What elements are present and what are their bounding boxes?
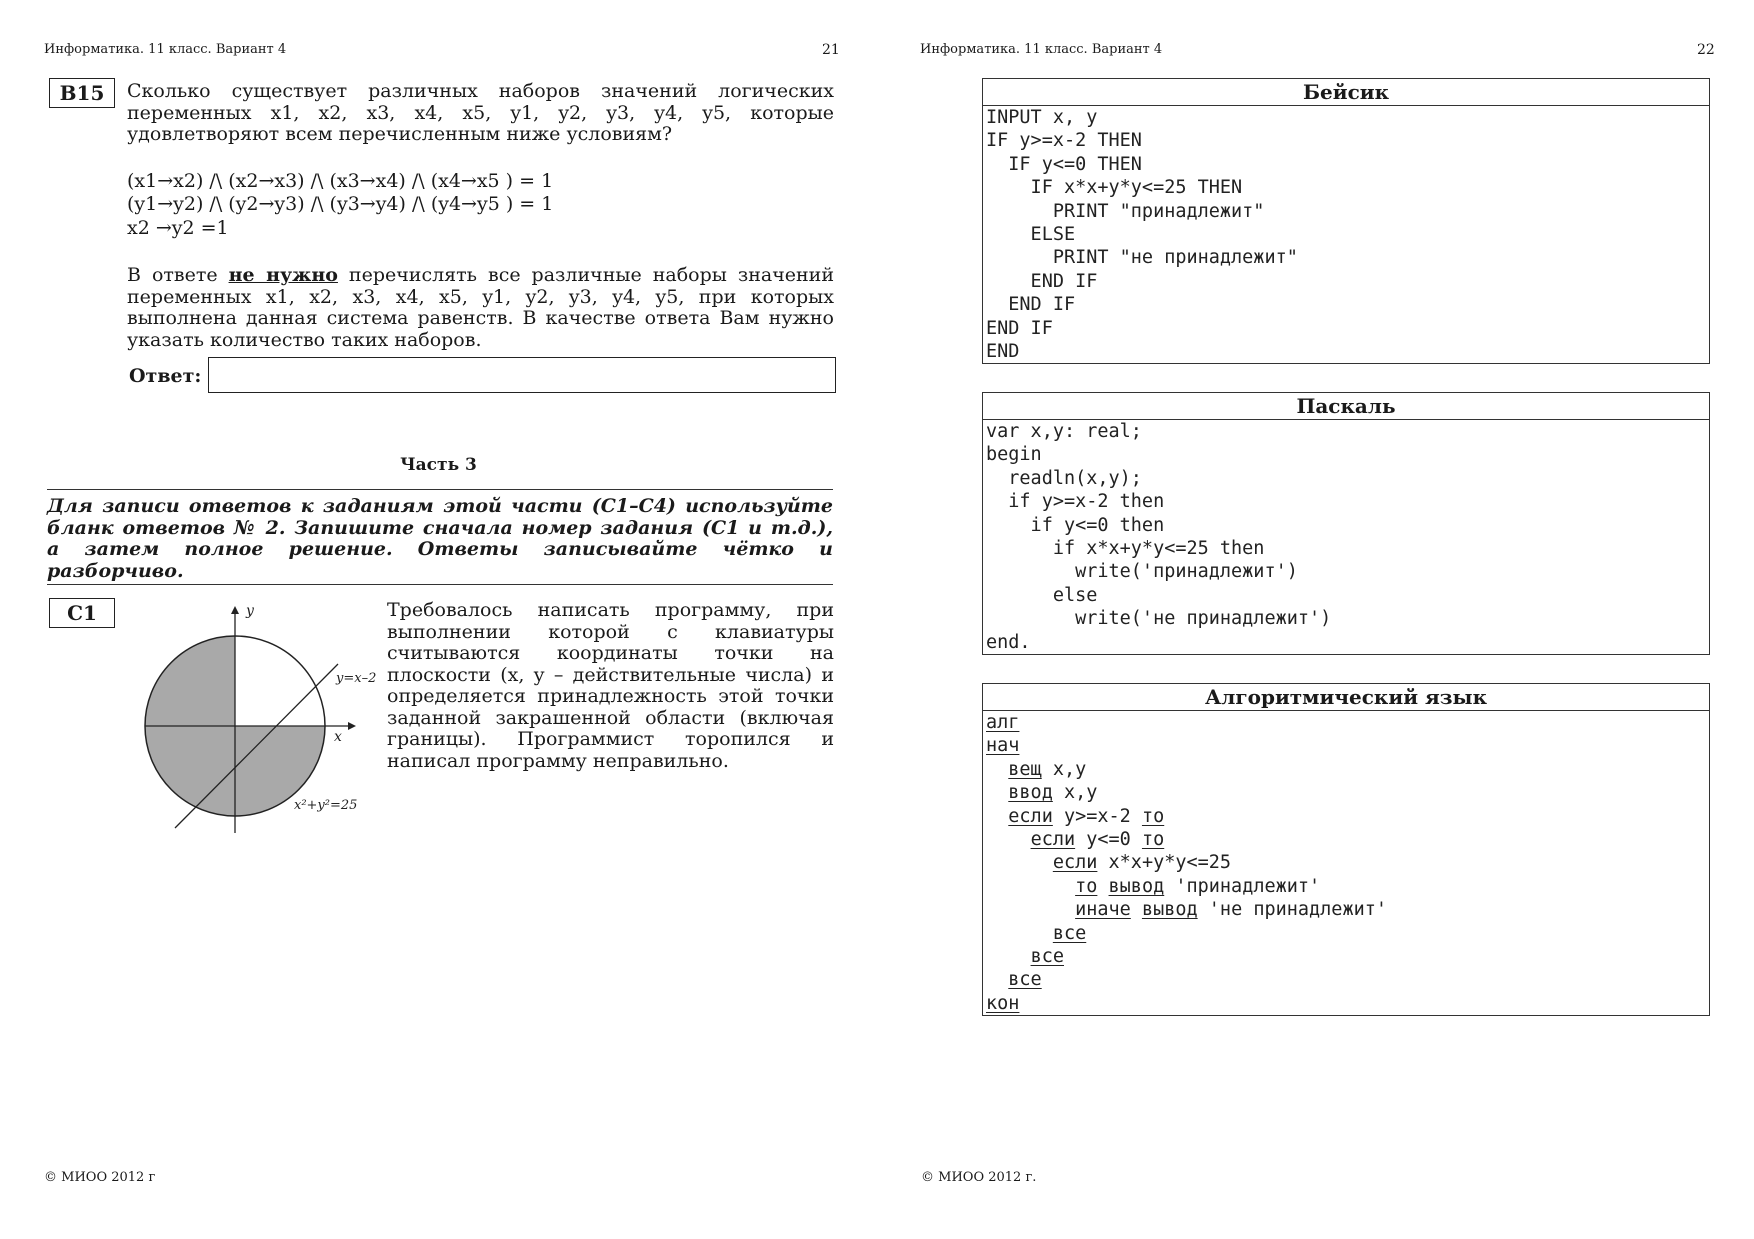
keyword: нач [986, 735, 1020, 757]
code-line [986, 945, 1709, 968]
instruction-line: разборчиво. [47, 559, 184, 582]
code-line: end. [986, 631, 1031, 653]
c1-text-line: считываются координаты точки на [387, 642, 834, 664]
code-line: else [986, 584, 1098, 606]
b15-question-line: переменных x1, x2, x3, x4, x5, y1, y2, y3, y4, y5, которые [127, 101, 834, 124]
page-number: 22 [1697, 42, 1715, 58]
part-title: Часть 3 [400, 455, 477, 475]
keyword: все [1030, 946, 1064, 968]
code-text: x*x+y*y<=25 [1097, 852, 1232, 874]
code-line: PRINT "принадлежит" [986, 200, 1265, 222]
divider [47, 489, 833, 490]
code-line [986, 922, 1709, 945]
code-line [986, 968, 1709, 991]
code-line [986, 734, 1709, 757]
page-footer: © МИОО 2012 г [44, 1170, 156, 1185]
x-axis-arrow [348, 722, 356, 730]
b15-equation-2: (y1→y2) /\ (y2→y3) /\ (y3→y4) /\ (y4→y5 ) = 1 [127, 193, 554, 215]
code-text [1131, 899, 1142, 920]
task-label-b15: B15 [49, 78, 115, 108]
b15-question [127, 81, 834, 146]
code-line: END IF [986, 270, 1098, 292]
basic-code [983, 106, 1709, 363]
code-line: END IF [986, 317, 1053, 339]
algo-code [983, 711, 1709, 1015]
page-footer: © МИОО 2012 г. [921, 1170, 1037, 1185]
b15-note-line: переменных x1, x2, x3, x4, x5, y1, y2, y3, y4, y5, при которых [127, 285, 834, 308]
y-axis-label: y [246, 603, 254, 619]
code-line [986, 992, 1709, 1015]
code-line [986, 781, 1709, 804]
right-page [877, 0, 1754, 1239]
code-line: if y>=x-2 then [986, 491, 1165, 513]
code-line [986, 805, 1709, 828]
code-line: write('принадлежит') [986, 561, 1298, 583]
code-text: x,y [1041, 758, 1087, 780]
keyword: то [1141, 829, 1165, 851]
algo-code-box [982, 683, 1710, 1016]
b15-equation-3: x2 →y2 =1 [127, 217, 229, 239]
code-line: if x*x+y*y<=25 then [986, 538, 1265, 560]
code-line: if y<=0 then [986, 514, 1165, 536]
instruction-line: а затем полное решение. Ответы записывайте чётко и [47, 538, 833, 560]
keyword: если [1030, 829, 1076, 851]
line-label: y=x–2 [336, 671, 377, 686]
c1-text-line: границы). Программист торопился и [387, 728, 834, 750]
c1-text-line: выполнении которой с клавиатуры [387, 620, 834, 643]
b15-note-line: указать количество таких наборов. [127, 328, 482, 351]
c1-text [387, 600, 834, 772]
code-text: 'принадлежит' [1164, 875, 1321, 897]
code-line: readln(x,y); [986, 467, 1142, 489]
x-axis-label: x [334, 729, 342, 745]
pascal-code [983, 420, 1709, 654]
page-number: 21 [822, 42, 840, 58]
code-text: y>=x-2 [1052, 805, 1142, 827]
code-line: ELSE [986, 224, 1076, 246]
keyword: кон [986, 992, 1020, 1014]
keyword: иначе [1075, 899, 1131, 921]
keyword: если [1052, 852, 1098, 874]
basic-title: Бейсик [983, 79, 1709, 106]
b15-question-line: Сколько существует различных наборов значений логических [127, 80, 834, 102]
code-line: IF y<=0 THEN [986, 153, 1142, 175]
pascal-code-box [982, 392, 1710, 655]
c1-figure [130, 598, 390, 838]
page-header: Информатика. 11 класс. Вариант 4 [920, 42, 1163, 57]
code-line [986, 875, 1709, 898]
answer-field[interactable] [208, 357, 836, 393]
task-label-c1: С1 [49, 598, 115, 628]
code-line: PRINT "не принадлежит" [986, 247, 1298, 269]
code-text: x,y [1052, 782, 1098, 804]
c1-text-line: написал программу неправильно. [387, 749, 729, 772]
code-line: END IF [986, 294, 1076, 316]
c1-text-line: плоскости (x, y – действительные числа) и [387, 663, 834, 686]
keyword: вещ [1008, 758, 1042, 780]
b15-question-line: удовлетворяют всем перечисленным ниже условиям? [127, 123, 673, 145]
code-text: 'не принадлежит' [1197, 899, 1388, 921]
keyword: то [1141, 805, 1165, 827]
keyword: то [1075, 875, 1098, 897]
emphasis-not-needed: не нужно [228, 264, 338, 286]
circle-label: x²+y²=25 [294, 798, 358, 813]
keyword: алг [986, 712, 1020, 733]
c1-text-line: определяется принадлежность этой точки [387, 685, 834, 707]
code-text [1097, 876, 1108, 897]
code-line [986, 758, 1709, 781]
code-line: begin [986, 444, 1042, 466]
keyword: ввод [1008, 782, 1053, 804]
keyword: все [1008, 969, 1042, 991]
code-line [986, 828, 1709, 851]
code-line: END [986, 341, 1020, 363]
keyword: вывод [1108, 875, 1165, 897]
code-line: IF y>=x-2 THEN [986, 130, 1142, 152]
code-text: y<=0 [1075, 829, 1142, 851]
basic-code-box [982, 78, 1710, 364]
code-line: write('не принадлежит') [986, 608, 1332, 630]
b15-note-line: выполнена данная система равенств. В качестве ответа Вам нужно [127, 307, 834, 329]
c1-text-line: заданной закрашенной области (включая [387, 706, 834, 729]
y-axis-arrow [231, 606, 239, 614]
keyword: все [1052, 922, 1087, 944]
code-line: IF x*x+y*y<=25 THEN [986, 177, 1243, 199]
instruction-line: Для записи ответов к заданиям этой части (С1–С4) используйте [47, 495, 833, 517]
divider [47, 584, 833, 585]
keyword: если [1008, 805, 1053, 827]
algo-title: Алгоритмический язык [983, 684, 1709, 711]
keyword: вывод [1141, 899, 1198, 921]
c1-text-line: Требовалось написать программу, при [387, 599, 834, 621]
code-line: var x,y: real; [986, 421, 1142, 442]
part3-instructions [47, 496, 833, 582]
b15-note [127, 265, 834, 351]
page-header: Информатика. 11 класс. Вариант 4 [44, 42, 287, 57]
code-line [986, 711, 1709, 734]
instruction-line: бланк ответов № 2. Запишите сначала номер задания (С1 и т.д.), [47, 516, 833, 539]
b15-equation-1: (x1→x2) /\ (x2→x3) /\ (x3→x4) /\ (x4→x5 ) = 1 [127, 170, 554, 192]
answer-label: Ответ: [129, 365, 202, 387]
code-line [986, 851, 1709, 874]
b15-note-line-1: В ответе не нужно перечислять все различные наборы значений [127, 264, 834, 286]
code-line: INPUT x, y [986, 107, 1098, 128]
code-line [986, 898, 1709, 921]
pascal-title: Паскаль [983, 393, 1709, 420]
